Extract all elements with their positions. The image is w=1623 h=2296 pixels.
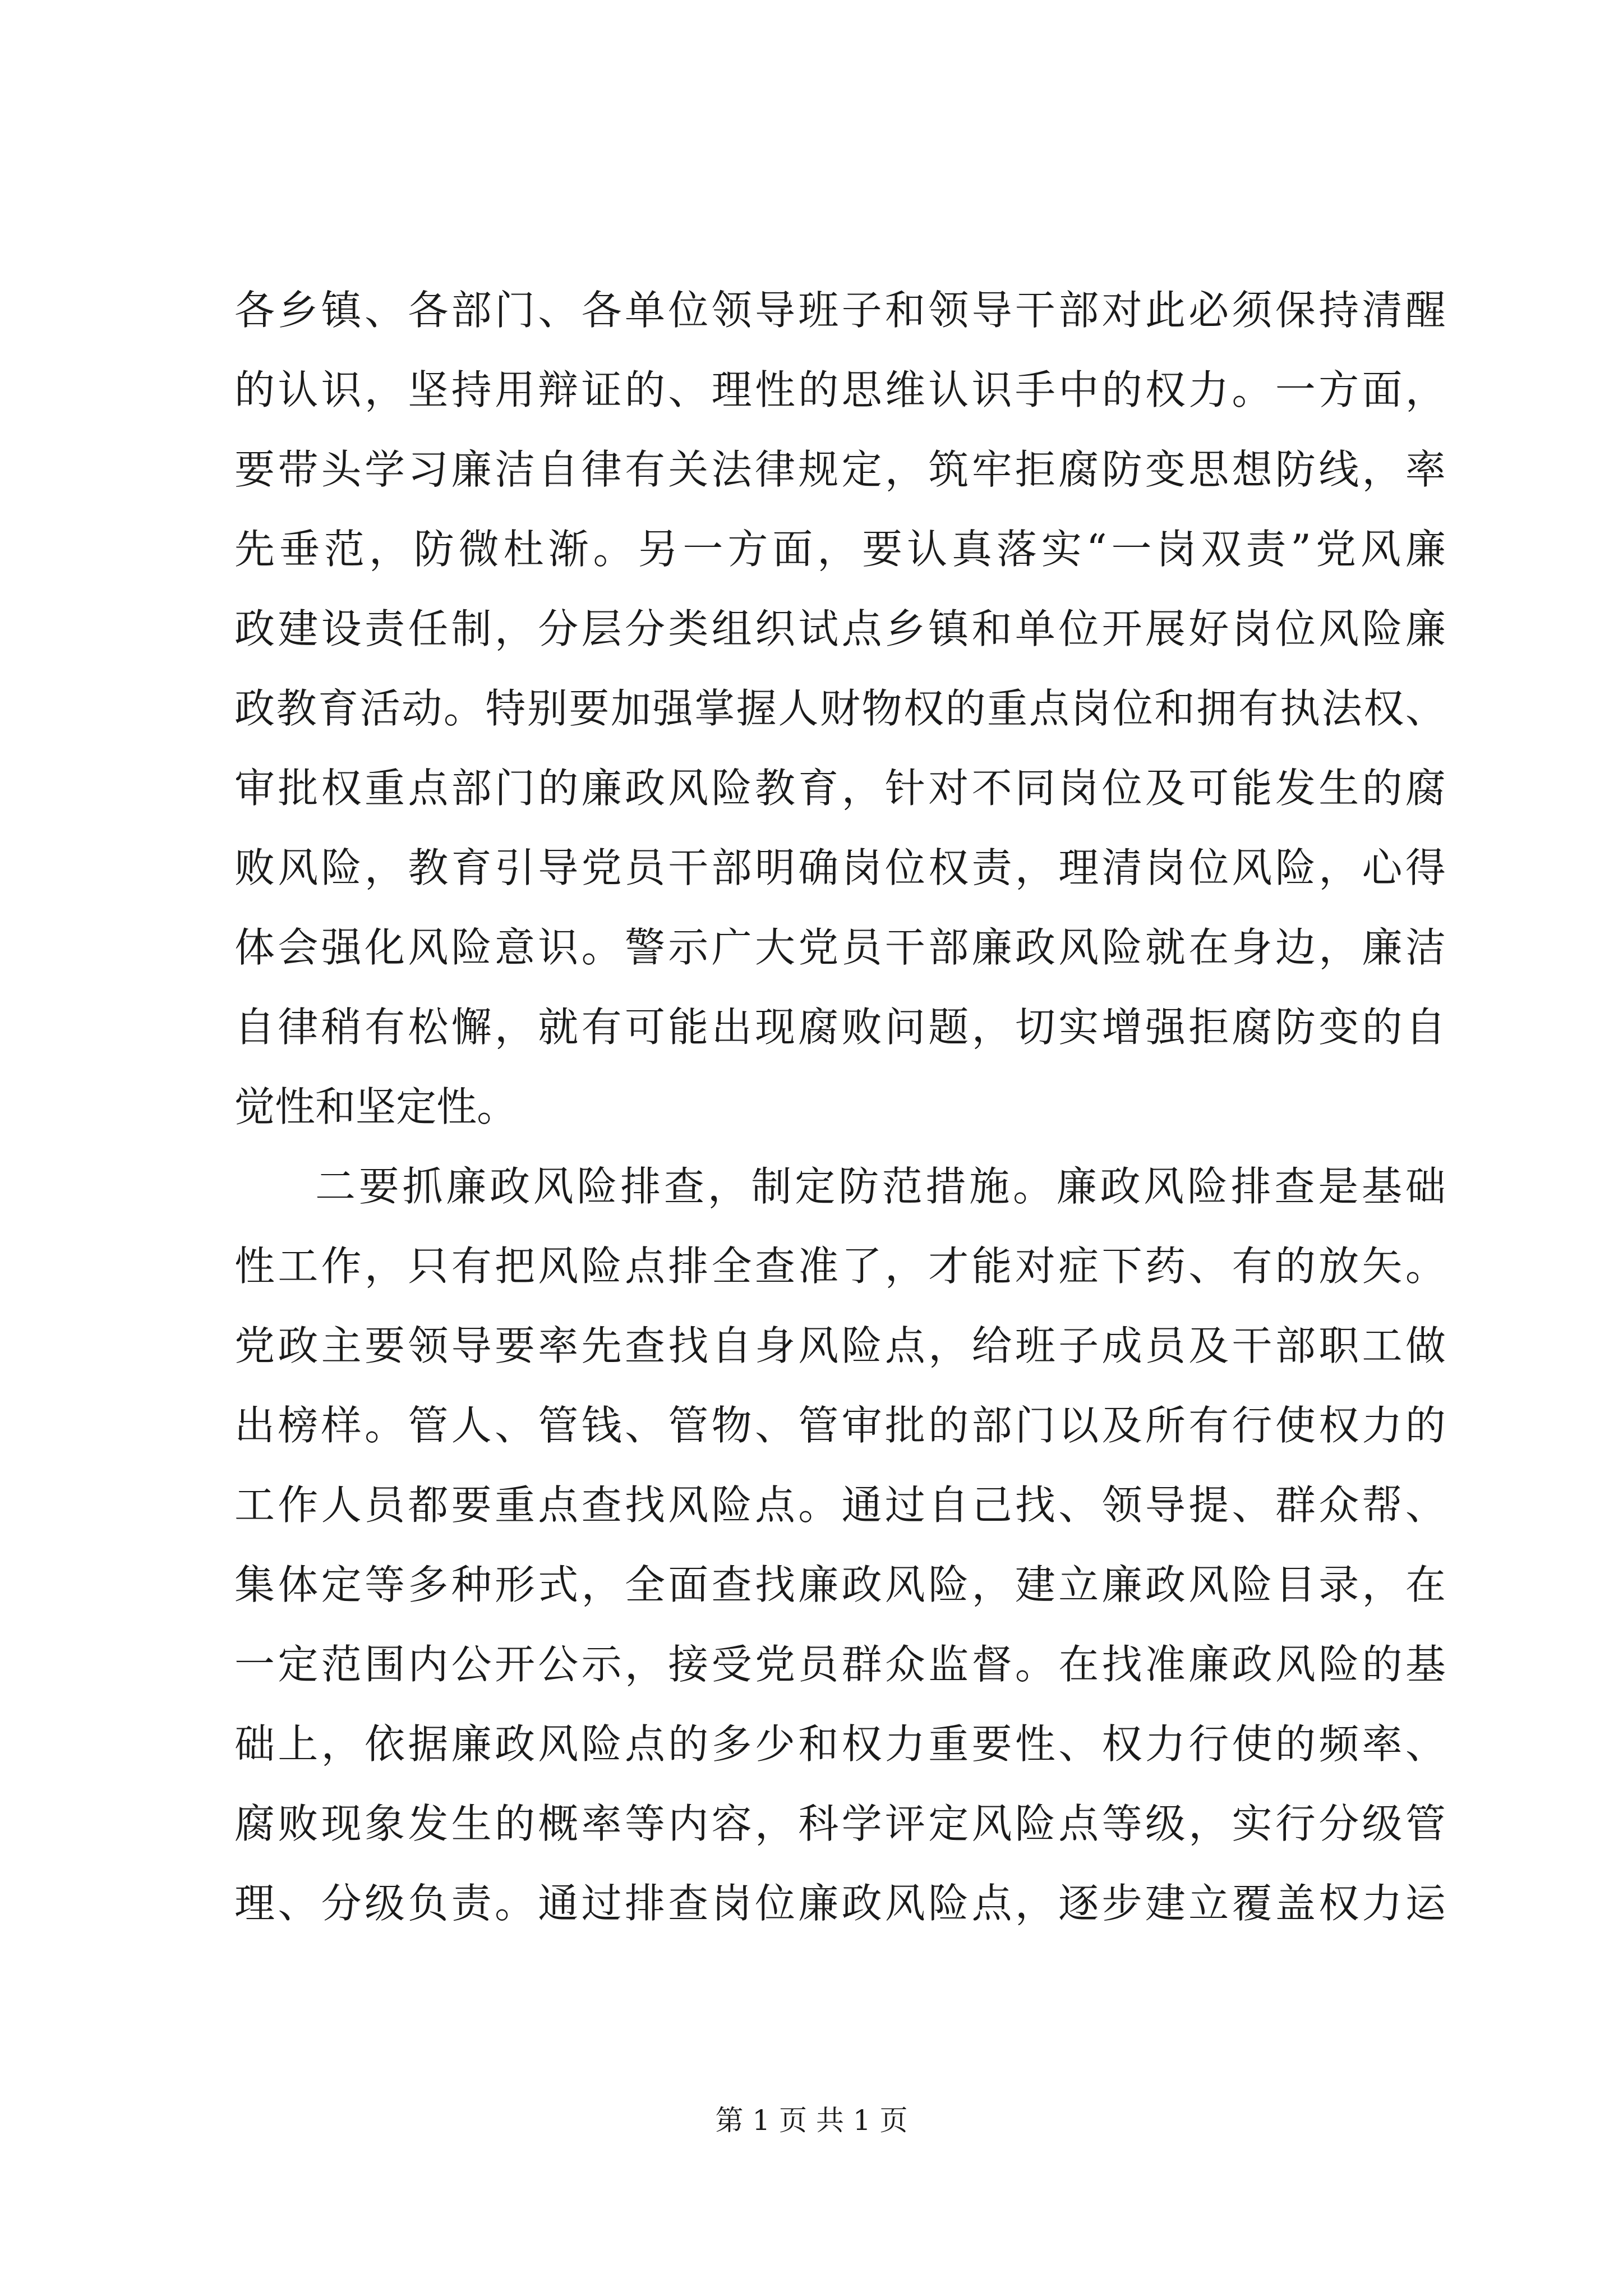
text-line: 自 律 稍 有 松 懈 ， 就 有 可 能 出 现 腐 败 问 题 ， 切 实 增 强 拒 腐 防 变 的 自 — [234, 1004, 1446, 1051]
document-body — [234, 270, 1446, 1943]
text-line: 政 建 设 责 任 制 ， 分 层 分 类 组 织 试 点 乡 镇 和 单 位 开 展 好 岗 位 风 险 廉 — [234, 605, 1446, 652]
text-line: 一 定 范 围 内 公 开 公 示 ， 接 受 党 员 群 众 监 督 。 在 找 准 廉 政 风 险 的 基 — [234, 1641, 1446, 1688]
text-line: 出 榜 样 。 管 人 、 管 钱 、 管 物 、 管 审 批 的 部 门 以 及 所 有 行 使 权 力 的 — [234, 1402, 1446, 1449]
text-line: 性 工 作 ， 只 有 把 风 险 点 排 全 查 准 了 ， 才 能 对 症 下 药 、 有 的 放 矢 。 — [234, 1243, 1446, 1290]
text-line: 各 乡 镇 、 各 部 门 、 各 单 位 领 导 班 子 和 领 导 干 部 对 此 必 须 保 持 清 醒 — [234, 287, 1446, 334]
text-line: 腐 败 现 象 发 生 的 概 率 等 内 容 ， 科 学 评 定 风 险 点 等 级 ， 实 行 分 级 管 — [234, 1800, 1446, 1847]
text-line: 二 要 抓 廉 政 风 险 排 查 ， 制 定 防 范 措 施 。 廉 政 风 险 排 查 是 基 础 — [315, 1163, 1446, 1210]
text-line: 集 体 定 等 多 种 形 式 ， 全 面 查 找 廉 政 风 险 ， 建 立 廉 政 风 险 目 录 ， 在 — [234, 1561, 1446, 1608]
text-line: 败 风 险 ， 教 育 引 导 党 员 干 部 明 确 岗 位 权 责 ， 理 清 岗 位 风 险 ， 心 得 — [234, 844, 1446, 891]
text-line: 础 上 ， 依 据 廉 政 风 险 点 的 多 少 和 权 力 重 要 性 、 权 力 行 使 的 频 率 、 — [234, 1720, 1446, 1768]
page-footer: 第 1 页 共 1 页 — [715, 2104, 908, 2137]
text-line: 政 教 育 活 动 。 特 别 要 加 强 掌 握 人 财 物 权 的 重 点 岗 位 和 拥 有 执 法 权 、 — [234, 685, 1446, 732]
text-line: 审 批 权 重 点 部 门 的 廉 政 风 险 教 育 ， 针 对 不 同 岗 位 及 可 能 发 生 的 腐 — [234, 765, 1446, 812]
text-line: 觉 性 和 坚 定 性 。 — [234, 1083, 518, 1130]
text-line: 工 作 人 员 都 要 重 点 查 找 风 险 点 。 通 过 自 己 找 、 领 导 提 、 群 众 帮 、 — [234, 1481, 1446, 1529]
text-line: 党 政 主 要 领 导 要 率 先 查 找 自 身 风 险 点 ， 给 班 子 成 员 及 干 部 职 工 做 — [234, 1322, 1446, 1369]
text-line: 体 会 强 化 风 险 意 识 。 警 示 广 大 党 员 干 部 廉 政 风 险 就 在 身 边 ， 廉 洁 — [234, 924, 1446, 971]
text-line: 先 垂 范 ， 防 微 杜 渐 。 另 一 方 面 ， 要 认 真 落 实 “ 一 岗 双 责 ” 党 风 廉 — [234, 526, 1446, 573]
text-line: 的 认 识 ， 坚 持 用 辩 证 的 、 理 性 的 思 维 认 识 手 中 的 权 力 。 一 方 面 ， — [234, 366, 1446, 413]
text-line: 理 、 分 级 负 责 。 通 过 排 查 岗 位 廉 政 风 险 点 ， 逐 步 建 立 覆 盖 权 力 运 — [234, 1880, 1446, 1927]
text-line: 要 带 头 学 习 廉 洁 自 律 有 关 法 律 规 定 ， 筑 牢 拒 腐 防 变 思 想 防 线 ， 率 — [234, 446, 1446, 493]
